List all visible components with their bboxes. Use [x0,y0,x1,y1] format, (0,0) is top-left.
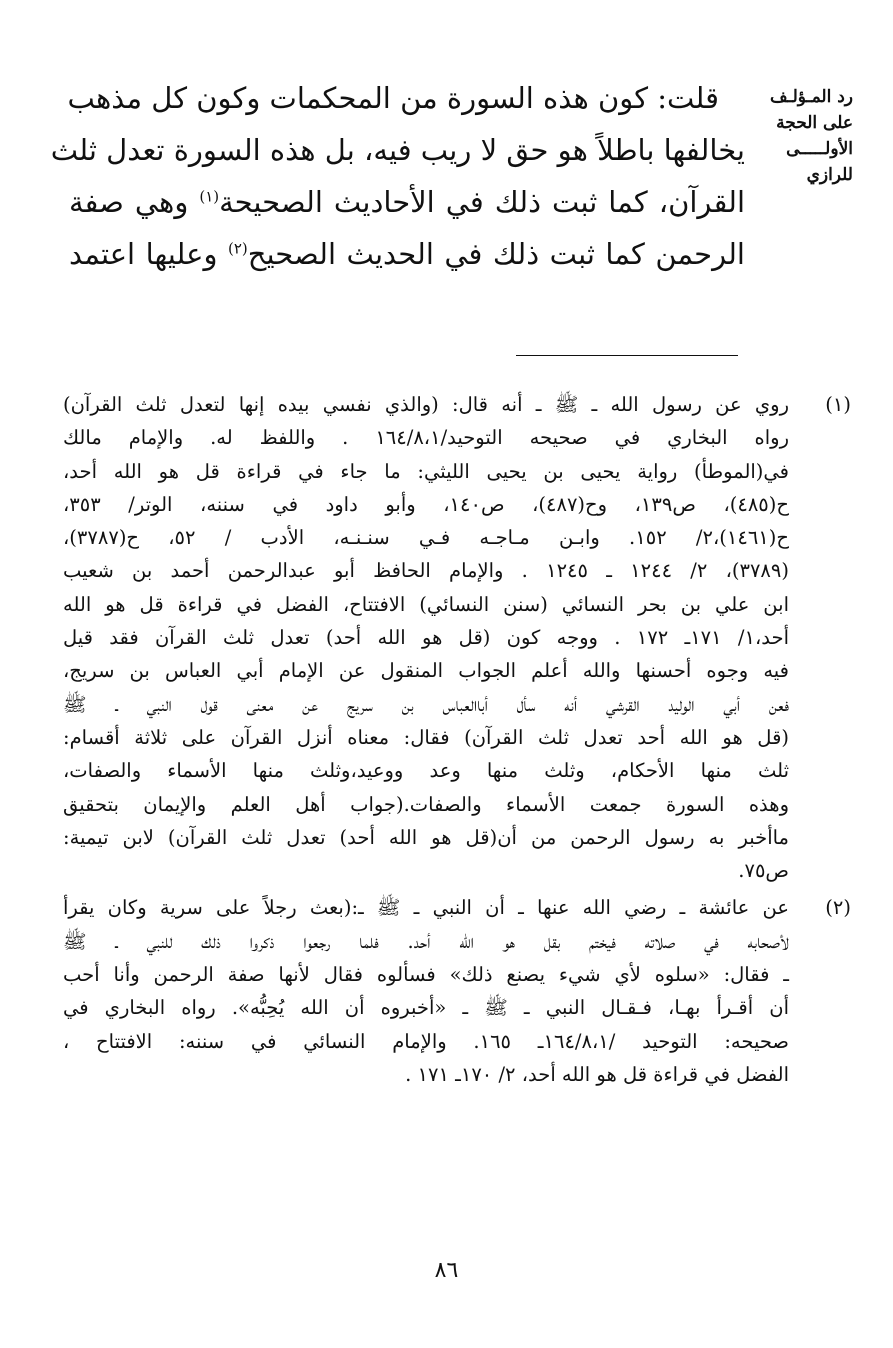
margin-note [761,84,853,188]
margin-note-line: للرازي [806,165,853,185]
footnote-line: رواه البخاري في صحيحه التوحيد/١٦٤/٨،١ . واللفظ له. والإمام مالك [63,426,789,450]
main-text-line [69,228,745,280]
footnote-line: فيه وجوه أحسنها والله أعلم الجواب المنقول عن الإمام أبي العباس بن سريج، [63,659,789,683]
footnote-line: أحد،١/ ١٧١ـ ١٧٢ . ووجه كون (قل هو الله أحد) تعدل ثلث القرآن فقد قيل [63,626,789,650]
footnote-line: ابن علي بن بحر النسائي (سنن النسائي) الافتتاح، الفضل في قراءة قل هو الله [63,592,789,616]
page-number: ٨٦ [434,1258,459,1283]
footnote-line: روي عن رسول الله ـ ﷺ ـ أنه قال: (والذي نفسي بيده إنها لتعدل ثلث القرآن) [63,393,789,416]
main-text-line [69,176,745,228]
footnote-line: (قل هو الله أحد تعدل ثلث القرآن) فقال: معناه أنزل القرآن على ثلاثة أقسام: [63,725,789,749]
footnote-line: (٣٧٨٩)، ٢/ ١٢٤٤ ـ ١٢٤٥ . والإمام الحافظ أبو عبدالرحمن أحمد بن شعيب [63,559,789,583]
footnote-line: ماأخبر به رسول الرحمن من أن(قل هو الله أحد) تعدل ثلث القرآن) لابن تيمية: [63,825,789,849]
footnote [63,388,851,887]
margin-note-line: رد المـؤلـف [770,87,853,107]
footnote-ref[interactable]: (١) [199,187,220,206]
footnote-line: ح(٤٨٥)، ص١٣٩، وح(٤٨٧)، ص١٤٠، وأبو داود في سننه، الوتر/ ٣٥٣، [63,492,789,516]
footnote [63,891,851,1091]
footnote-line: ـ فقال: «سلوه لأي شيء يصنع ذلك» فسألوه فقال لأنها صفة الرحمن وأنا أحب [63,963,789,987]
main-text-line: يخالفها باطلاً هو حق لا ريب فيه، بل هذه السورة تعدل ثلث [50,133,745,167]
footnote-line: أن أقـرأ بهـا، فـقـال النبي ـ ﷺ ـ «أخبروه أن الله يُحِبُّه». رواه البخاري في [63,996,789,1020]
footnotes [63,388,851,1091]
footnote-ref[interactable]: (٢) [227,239,248,258]
footnote-line: عن عائشة ـ رضي الله عنها ـ أن النبي ـ ﷺ ـ:(بعث رجلاً على سرية وكان يقرأ [63,896,789,920]
footnote-number: (٢) [825,896,851,920]
footnote-line: ح(١٤٦١)،٢/ ١٥٢. وابـن مـاجـه فـي سنـنـه، الأدب / ٥٢، ح(٣٧٨٧)، [63,526,789,550]
footnote-line: لأصحابه في صلاته فيختم بقل هو الله أحد. فلما رجعوا ذكروا ذلك للنبي ـ ﷺ [63,929,789,953]
footnote-line: في(الموطأ) رواية يحيى بن يحيى الليثي: ما جاء في قراءة قل هو الله أحد، [63,459,789,483]
footnote-separator [516,355,738,356]
main-text-segment: القرآن، كما ثبت ذلك في الأحاديث الصحيحة [219,185,746,219]
footnote-line: فعن أبي الوليد القرشي أنه سأل أباالعباس بن سريج عن معنى قول النبي ـ ﷺ [63,692,789,716]
footnote-body [63,891,789,1091]
main-text-segment: وعليها اعتمد [69,237,218,271]
main-text [50,72,746,280]
main-text-segment: الرحمن كما ثبت ذلك في الحديث الصحيح [247,237,745,271]
main-text-segment: وهي صفة [69,185,189,219]
footnote-line: ص٧٥. [738,859,789,883]
footnote-line: الفضل في قراءة قل هو الله أحد، ٢/ ١٧٠ـ ١٧١ . [405,1062,789,1086]
margin-note-line: على الحجة [776,113,853,133]
footnote-line: ثلث منها الأحكام، وثلث منها وعد ووعيد،وثلث منها الأسماء والصفات، [63,759,789,783]
footnote-number: (١) [825,393,851,416]
footnote-body [63,388,789,887]
main-text-line: قلت: كون هذه السورة من المحكمات وكون كل مذهب [67,81,719,115]
margin-note-line: الأولـــــى [786,139,853,159]
footnote-line: وهذه السورة جمعت الأسماء والصفات.(جواب أهل العلم والإيمان بتحقيق [63,792,789,816]
footnote-line: صحيحه: التوحيد /١٦٤/٨،١ـ ١٦٥. والإمام النسائي في سننه: الافتتاح ، [63,1029,789,1053]
